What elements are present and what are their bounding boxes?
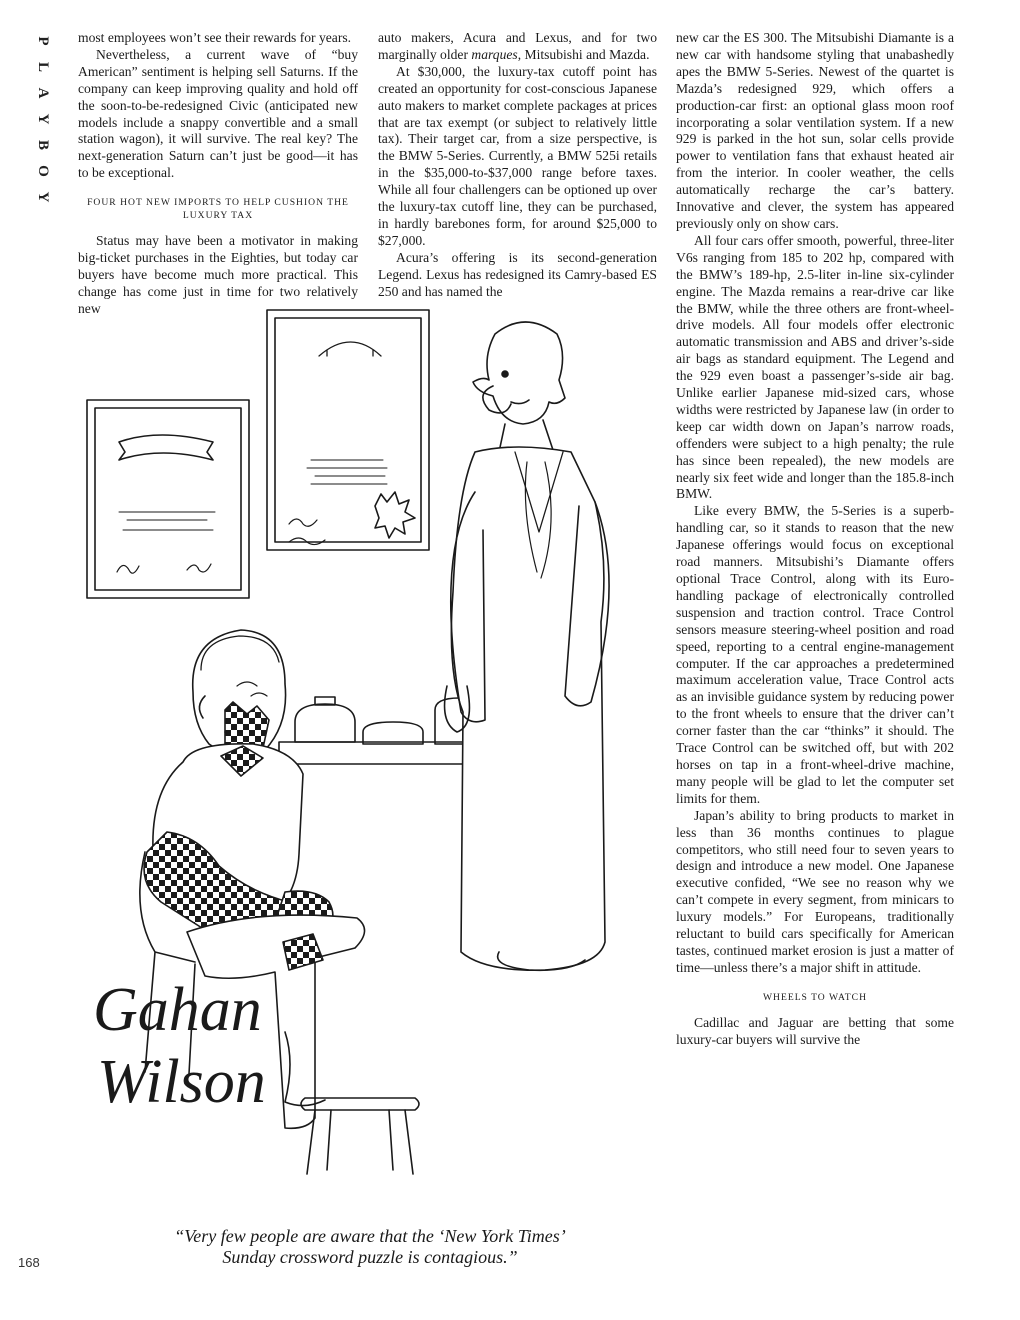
italic-term: marques: [471, 46, 518, 62]
paragraph: All four cars offer smooth, powerful, three-liter V6s ranging from 185 to 202 hp, compared with the BMW’s 189-hp, 2.5-liter in-line six-cylinder engine. The Mazda remains a rear-drive car like the BMW, while the three others are front-wheel-drive models. All four models offer electronic automatic transmission and ABS and driver’s-side air bags as standard equipment. The Legend and the 929 even boast a passenger’s-side air bag. Unlike earlier Japanese mid-sized cars, whose widths were restricted by Japanese law (in order to keep car width down on Japan’s narrow roads, offenders were subject to a high penalty; the rule has since been repealed), the new models are nearly six feet wide and longer than the 185.8-inch BMW.: [676, 232, 954, 502]
page-number: 168: [18, 1255, 40, 1270]
artist-signature: [93, 976, 266, 1116]
magazine-letter: O: [35, 165, 51, 177]
article-column-3: [676, 30, 954, 1049]
paragraph: new car the ES 300. The Mitsubishi Diamante is a new car with handsome styling that unabashedly apes the BMW 5-Series. Newest of the quartet is Mazda’s redesigned 929, which offers a production-car first: an optional glass moon roof incorporating a solar ventilation system. If a new 929 is parked in the hot sun, solar cells provide power to ventilation fans that exhaust heated air from the interior. In cooler weather, the cells automatically recharge the car’s battery. Innovative and clever, the system has appeared previously only on show cars.: [676, 30, 954, 231]
counter-with-jars: [279, 697, 489, 764]
paragraph: Acura’s offering is its second-generation Legend. Lexus has redesigned its Camry-based ES 250 and has named the: [378, 249, 657, 299]
article-column-2: [378, 30, 657, 301]
diploma-right: [267, 310, 429, 550]
magazine-letter: P: [35, 36, 51, 46]
signature-text: Wilson: [97, 1048, 266, 1116]
magazine-letter: A: [35, 87, 51, 99]
paragraph: most employees won’t see their rewards for years.: [78, 30, 352, 45]
magazine-letter: Y: [35, 191, 51, 203]
caption-line: “Very few people are aware that the ‘New York Times’: [174, 1226, 566, 1246]
text-run: auto makers, Acura and Lexus, and for two marginally older: [378, 30, 657, 62]
paragraph: Like every BMW, the 5-Series is a superb-handling car, so it stands to reason that the new Japanese offerings would focus on exceptional road manners. Mitsubishi’s Diamante offers optional Trace Control, along with its Euro-handling package of electronically controlled suspension and traction control. Trace Control sensors measure steering-wheel position and road speed, reporting to a central engine-management computer. If the car approaches a predetermined maximum acceleration value, Trace Control acts as an invisible guidance system by reducing power to the front wheels to ensure that the driver can’t corner faster than the car “thinks” it should. The Trace Control can be switched off, but with 202 horses on tap in a front-wheel-drive machine, many people will be glad to let the computer set limits for them.: [676, 503, 954, 806]
doctor-figure: [445, 322, 610, 970]
paragraph: At $30,000, the luxury-tax cutoff point has created an opportunity for cost-conscious Japanese auto makers to market complete packages at prices that are tax exempt (or subject to relatively little tax). Their target car, from a size perspective, is the BMW 5-Series. Currently, a BMW 525i retails in the $35,000-to-$37,000 range before taxes. While all four challengers can be optioned up over the luxury-tax cutoff line, they can be purchased, in hardly barebones form, for around $25,000 to $27,000.: [378, 63, 657, 248]
magazine-letter: Y: [35, 113, 51, 125]
paragraph: Japan’s ability to bring products to market in less than 36 months continues to plague competitors, who still need four to seven years to design and introduce a new model. One Japanese executive confided, “We see no reason why we can’t compete in every segment, from minicars to luxury models.” For Europeans, traditionally reluctant to build cars specifically for American tastes, continued market erosion is just a matter of time—unless there’s a major shift in attitude.: [676, 807, 954, 975]
signature-text: Gahan: [93, 976, 262, 1044]
paragraph: Nevertheless, a current wave of “buy American” sentiment is helping sell Saturns. If the company can keep improving quality and hold off the soon-to-be-redesigned Civic (anticipated new models include a snappy convertible and a small station wagon), it will survive. The real key? The next-generation Saturn can’t just be good—it has to be exceptional.: [78, 46, 358, 181]
diploma-left: [87, 400, 249, 598]
stool: [301, 1098, 419, 1174]
section-heading: FOUR HOT NEW IMPORTS TO HELP CUSHION THE LUXURY TAX: [87, 197, 349, 222]
section-heading: WHEELS TO WATCH: [762, 991, 867, 1003]
magazine-letter: L: [35, 61, 51, 72]
text-run: , Mitsubishi and Mazda.: [517, 46, 650, 62]
paragraph: [378, 30, 657, 64]
paragraph: Status may have been a motivator in making big-ticket purchases in the Eighties, but today car buyers have become much more practical. This change has come just in time for two relatively new: [78, 233, 358, 316]
paragraph: Cadillac and Jaguar are betting that some luxury-car buyers will survive the: [676, 1014, 954, 1047]
cartoon-illustration: [75, 292, 660, 1222]
magazine-name-vertical: [30, 28, 51, 210]
cartoon-caption: [110, 1226, 630, 1268]
article-column-1: [78, 30, 358, 318]
caption-line: Sunday crossword puzzle is contagious.”: [222, 1247, 518, 1267]
magazine-letter: B: [35, 139, 51, 150]
